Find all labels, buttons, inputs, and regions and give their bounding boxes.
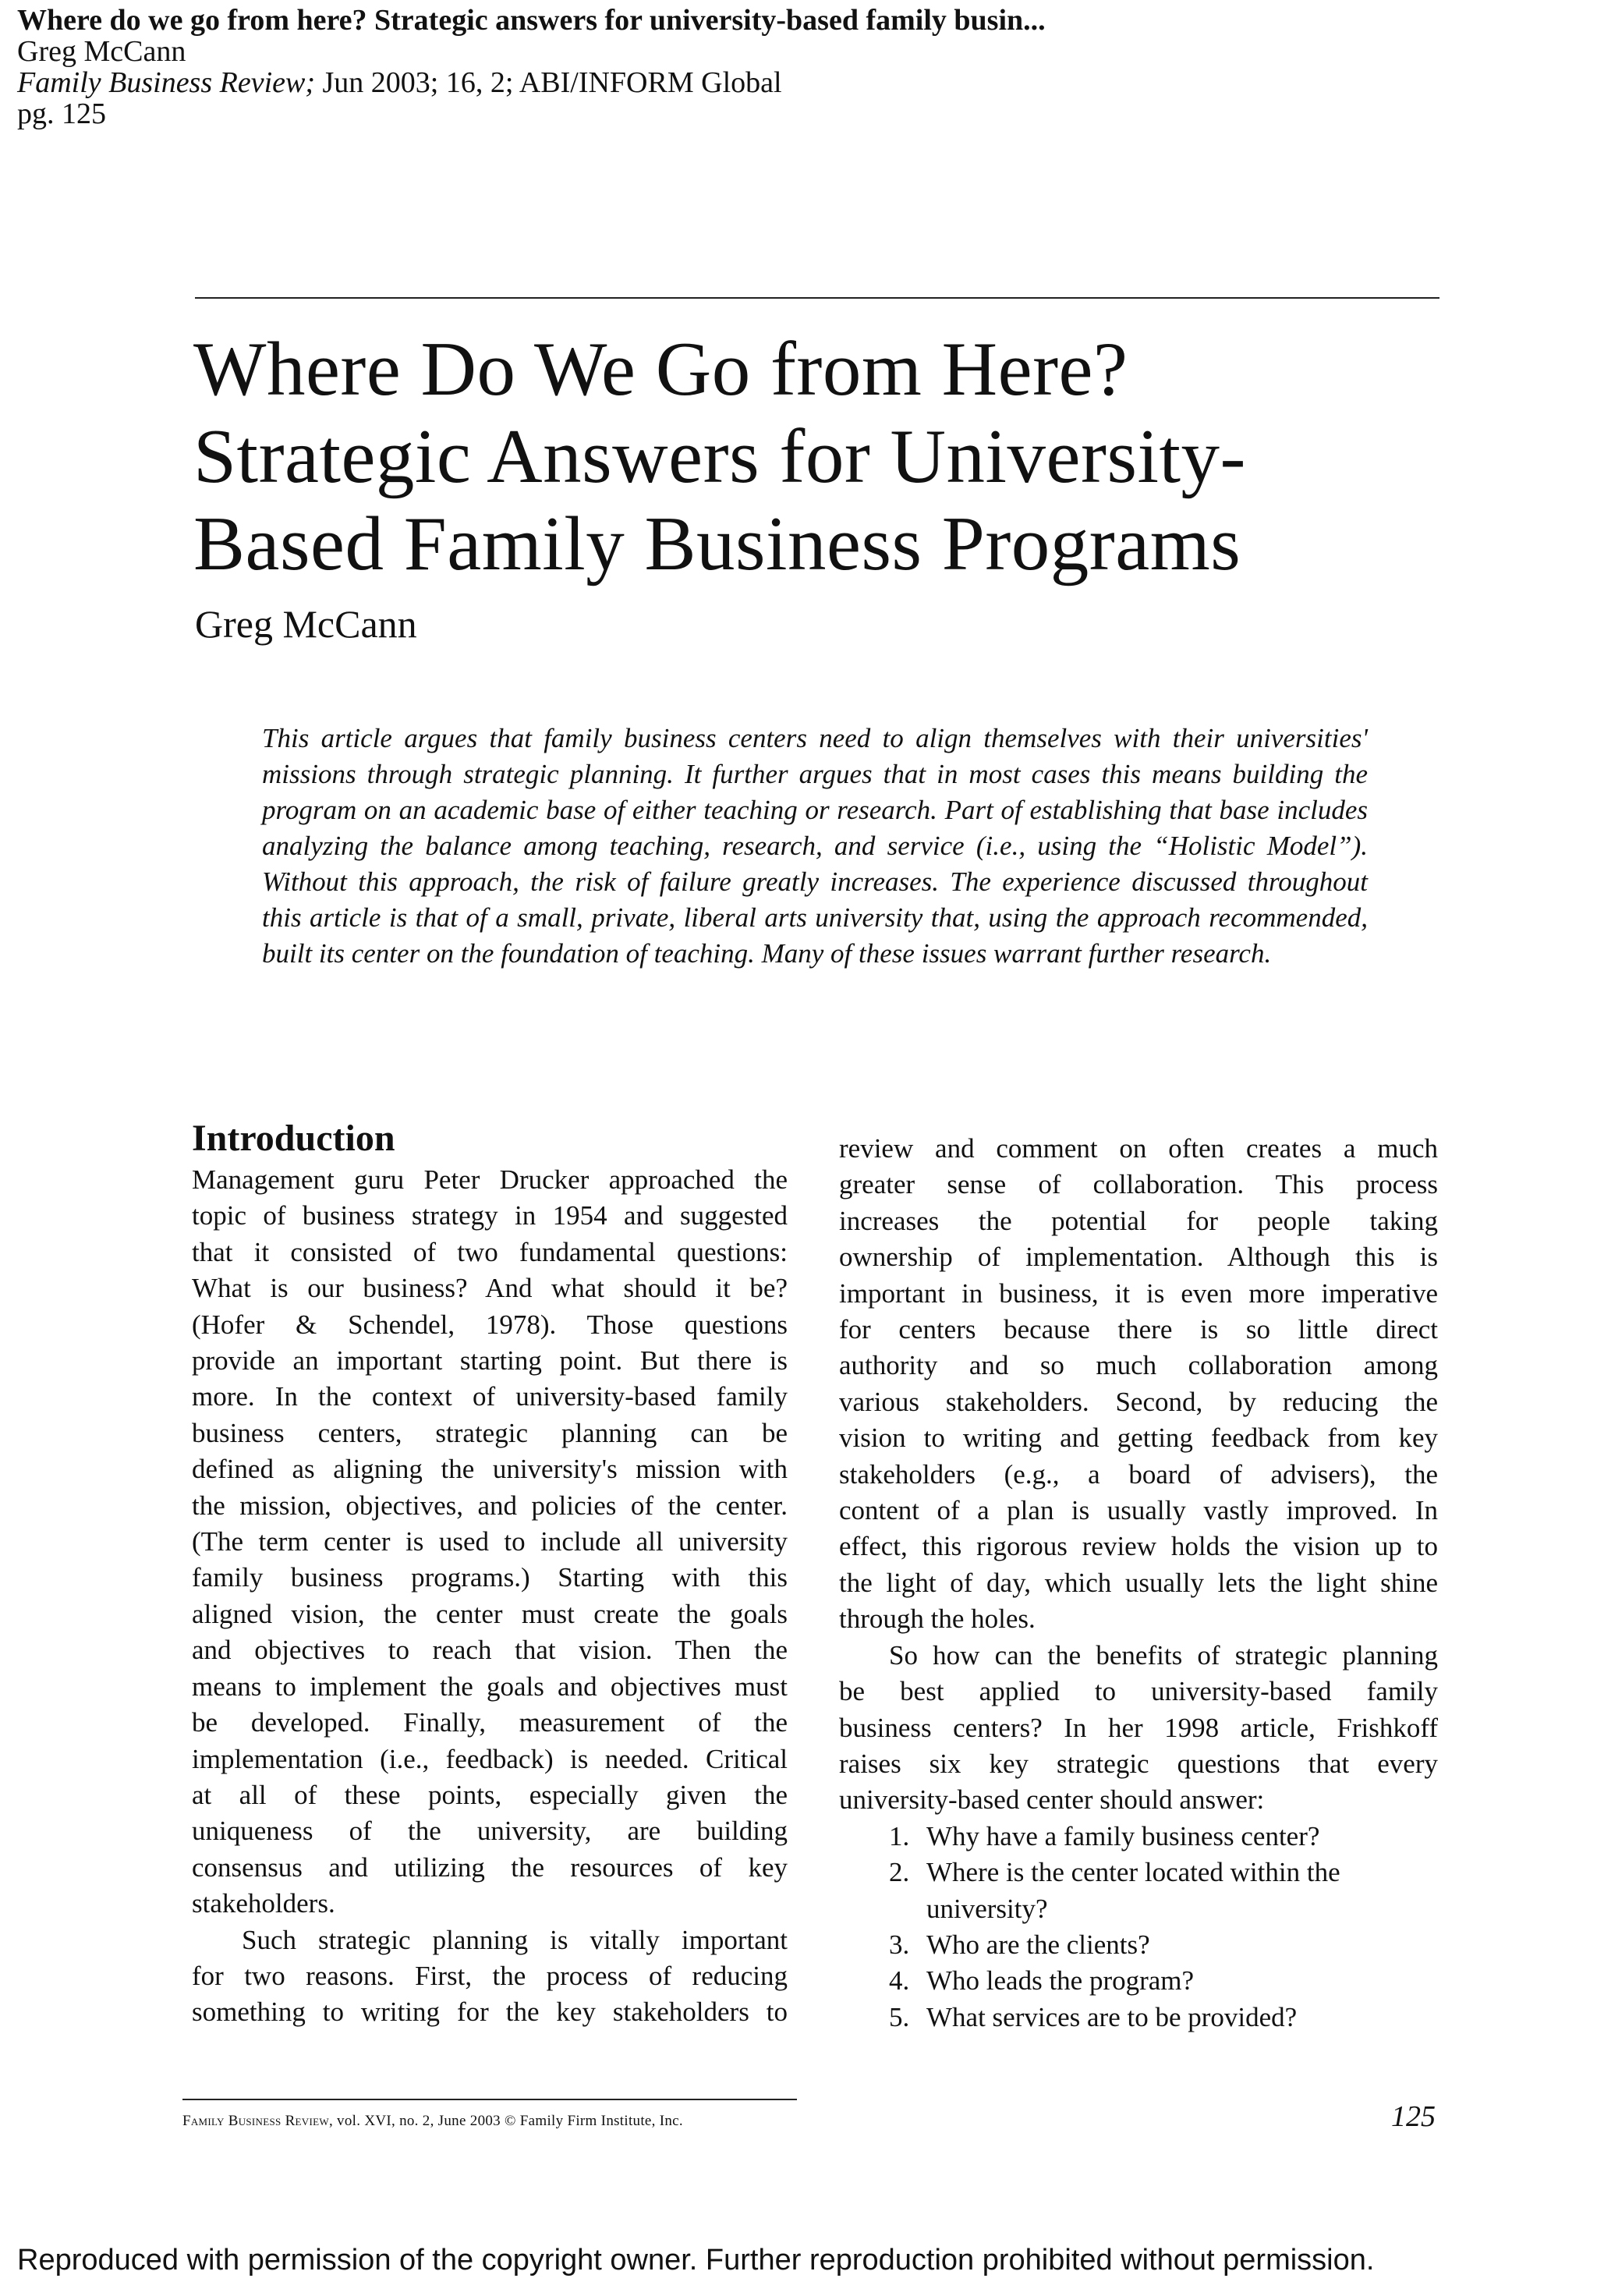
- body-line: be best applied to university-based family: [839, 1676, 1438, 1707]
- list-text: Where is the center located within the: [926, 1857, 1340, 1888]
- body-line: stakeholders.: [192, 1888, 335, 1919]
- body-line: Such strategic planning is vitally important: [242, 1924, 788, 1955]
- abstract: [262, 721, 1368, 972]
- body-line: important in business, it is even more imperative: [839, 1277, 1438, 1309]
- title-rule: [195, 297, 1439, 299]
- body-line: defined as aligning the university's mission with: [192, 1454, 788, 1485]
- body-line: and objectives to reach that vision. Then the: [192, 1635, 788, 1666]
- section-heading: Introduction: [192, 1118, 395, 1159]
- database-header: [17, 5, 1046, 129]
- body-line: the light of day, which usually lets the light shine: [839, 1567, 1438, 1598]
- list-item: [839, 1927, 1438, 1963]
- abstract-line: Without this approach, the risk of failure greatly increases. The experience discussed throughout: [262, 866, 1368, 897]
- list-text: Who leads the program?: [926, 1965, 1195, 1997]
- list-number: 2.: [889, 1857, 910, 1888]
- abstract-line: built its center on the foundation of teaching. Many of these issues warrant further research.: [262, 938, 1272, 969]
- footer-journal: Family Business Review: [182, 2113, 329, 2129]
- list-number: 1.: [889, 1820, 910, 1851]
- abstract-line: analyzing the balance among teaching, research, and service (i.e., using the “Holistic Model”).: [262, 831, 1368, 861]
- footer-rule: [182, 2099, 797, 2100]
- body-line: uniqueness of the university, are building: [192, 1816, 788, 1847]
- body-line: content of a plan is usually vastly improved. In: [839, 1495, 1438, 1526]
- body-line: consensus and utilizing the resources of key: [192, 1851, 788, 1883]
- title-line: Strategic Answers for University-: [193, 414, 1246, 499]
- body-line: So how can the benefits of strategic planning: [889, 1639, 1438, 1671]
- footer-citation-detail: , vol. XVI, no. 2, June 2003 © Family Firm Institute, Inc.: [328, 2113, 683, 2129]
- body-line: business centers, strategic planning can be: [192, 1417, 788, 1448]
- body-line: provide an important starting point. But there is: [192, 1345, 788, 1377]
- body-line: university-based center should answer:: [839, 1784, 1265, 1816]
- abstract-line: program on an academic base of either teaching or research. Part of establishing that base includes: [262, 795, 1368, 825]
- header-citation-detail: Jun 2003; 16, 2; ABI/INFORM Global: [322, 66, 782, 99]
- copyright-notice: Reproduced with permission of the copyright owner. Further reproduction prohibited without permission.: [17, 2244, 1375, 2277]
- body-line: the mission, objectives, and policies of the center.: [192, 1490, 788, 1521]
- body-line: means to implement the goals and objectives must: [192, 1671, 788, 1702]
- abstract-line: missions through strategic planning. It further argues that in most cases this means building the: [262, 759, 1368, 789]
- body-line: (Hofer & Schendel, 1978). Those questions: [192, 1309, 788, 1340]
- list-text: Why have a family business center?: [926, 1820, 1320, 1851]
- header-author: Greg McCann: [17, 35, 186, 68]
- body-line: greater sense of collaboration. This process: [839, 1169, 1438, 1200]
- abstract-line: This article argues that family business centers need to align themselves with their universities': [262, 723, 1368, 753]
- body-line: What is our business? And what should it be?: [192, 1273, 788, 1304]
- list-item: [839, 1819, 1438, 1855]
- body-line: something to writing for the key stakeholders to: [192, 1997, 788, 2028]
- header-title: Where do we go from here? Strategic answers for university-based family busin...: [17, 4, 1046, 37]
- body-line: effect, this rigorous review holds the vision up to: [839, 1531, 1438, 1562]
- right-column: [839, 1131, 1438, 2036]
- body-line: topic of business strategy in 1954 and suggested: [192, 1200, 788, 1231]
- body-line: authority and so much collaboration among: [839, 1350, 1438, 1381]
- header-page: pg. 125: [17, 97, 106, 130]
- left-column: [192, 1117, 788, 2031]
- list-item: [839, 2000, 1438, 2036]
- body-line: aligned vision, the center must create the goals: [192, 1598, 788, 1629]
- page-number: 125: [1391, 2100, 1436, 2133]
- body-line: various stakeholders. Second, by reducing the: [839, 1386, 1438, 1417]
- header-citation: [17, 67, 1046, 98]
- body-line: business centers? In her 1998 article, Frishkoff: [839, 1712, 1438, 1743]
- footer-citation: [182, 2112, 683, 2131]
- question-list: [839, 1819, 1438, 2036]
- header-journal: Family Business Review;: [17, 66, 316, 99]
- list-text-continued: university?: [926, 1893, 1048, 1924]
- list-number: 3.: [889, 1929, 910, 1960]
- body-line: vision to writing and getting feedback from key: [839, 1423, 1438, 1454]
- body-line: family business programs.) Starting with this: [192, 1562, 788, 1593]
- abstract-line: this article is that of a small, private, liberal arts university that, using the approach recommended,: [262, 902, 1368, 933]
- list-number: 4.: [889, 1965, 910, 1997]
- body-line: for two reasons. First, the process of reducing: [192, 1960, 788, 1991]
- list-item: [839, 1855, 1438, 1927]
- body-line: be developed. Finally, measurement of the: [192, 1707, 788, 1738]
- body-line: ownership of implementation. Although this is: [839, 1242, 1438, 1273]
- body-line: through the holes.: [839, 1603, 1036, 1635]
- title-line: Based Family Business Programs: [193, 501, 1241, 586]
- body-line: at all of these points, especially given the: [192, 1779, 788, 1810]
- body-line: (The term center is used to include all university: [192, 1526, 788, 1557]
- body-line: more. In the context of university-based family: [192, 1381, 788, 1412]
- body-line: Management guru Peter Drucker approached the: [192, 1164, 788, 1195]
- article-author: Greg McCann: [195, 602, 417, 646]
- article-title: [193, 326, 1246, 588]
- title-line: Where Do We Go from Here?: [193, 327, 1128, 412]
- body-line: for centers because there is so little direct: [839, 1314, 1438, 1345]
- body-line: that it consisted of two fundamental questions:: [192, 1236, 788, 1267]
- body-line: raises six key strategic questions that every: [839, 1748, 1438, 1779]
- list-text: Who are the clients?: [926, 1929, 1150, 1960]
- body-line: review and comment on often creates a much: [839, 1133, 1438, 1164]
- body-line: increases the potential for people taking: [839, 1205, 1438, 1236]
- body-line: implementation (i.e., feedback) is needed. Critical: [192, 1743, 788, 1774]
- list-item: [839, 1963, 1438, 1999]
- list-number: 5.: [889, 2001, 910, 2032]
- list-text: What services are to be provided?: [926, 2001, 1298, 2032]
- body-line: stakeholders (e.g., a board of advisers), the: [839, 1458, 1438, 1490]
